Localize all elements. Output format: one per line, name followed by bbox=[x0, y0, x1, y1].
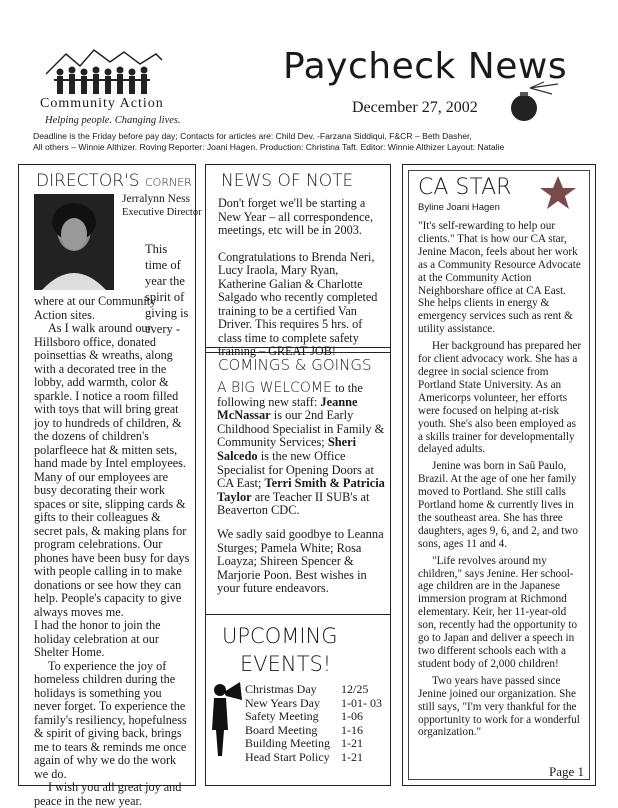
ca-star-heading: CA STAR bbox=[418, 175, 512, 200]
event-date: 1-01- 03 bbox=[341, 695, 382, 710]
event-name: Safety Meeting bbox=[245, 709, 319, 723]
director-body: where at our Community Action sites. As I walk around our Hillsboro office, donated poinsettias & wreaths, along with a decorated tree in the lobby, add warmth, color & sparkle. I notice a room filled with toys that will bring great joy to hundreds of children, & the dozens of children's polarfleece hat & mitten sets, hand made by Intel employees. Many of our employees are busy decorating their work spaces or site, slipping cards & gifts to their colleagues & secret pals, & making plans for program celebrations. Our phones have been busy for days with people calling in to make donations or see how they can help. People's capacity to give always moves me. I had the honor to join the holiday celebration at our Shelter Home. To experience the joy of homeless children during the holidays is something you never forget. To experience the family's resiliency, hopefulness & spirit of giving back, brings me to tears & reminds me once again of why we do the work we do. I wish you all great joy and peace in the new year. bbox=[34, 294, 190, 808]
event-row bbox=[245, 683, 382, 697]
issue-date: December 27, 2002 bbox=[352, 99, 478, 116]
community-action-logo bbox=[44, 44, 164, 100]
comings-body: A BIG WELCOME to the following new staff: Jeanne McNassar is our 2nd Early Childhood Specialist in Family & Community Services; Sheri Salcedo is the new Office Specialist for Opening Doors at CA East; Terri Smith & Patricia Taylor are Teacher II SUB's at Beaverton CDC. We sadly said goodbye to Leanna Sturges; Pamela White; Rosa Loayza; Shireen Spencer & Marjorie Poon. Best wishes in your future endeavors. bbox=[217, 380, 385, 596]
directors-corner-heading: DIRECTOR'S CORNER bbox=[36, 171, 192, 191]
event-row bbox=[245, 697, 382, 711]
news-body: Don't forget we'll be starting a New Year – all correspondence, meetings, etc will be in 2003. Congratulations to Brenda Neri, Lucy Iraola, Mary Ryan, Katherine Galian & Charlotte Salgado who recently completed training to be a certified Van Driver. This requires 5 hrs. of class time to complete safety training – GREAT JOB! bbox=[218, 196, 378, 358]
newsletter-title: Paycheck News bbox=[283, 46, 568, 87]
event-name: New Years Day bbox=[245, 695, 320, 710]
event-name: Board Meeting bbox=[245, 722, 318, 737]
ca-star-byline: Byline Joani Hagen bbox=[418, 202, 500, 213]
logo-org-name: Community Action bbox=[40, 96, 164, 111]
event-name: Head Start Policy bbox=[245, 749, 330, 764]
event-date: 1-06 bbox=[341, 709, 363, 723]
event-row bbox=[245, 737, 382, 751]
events-list bbox=[245, 683, 382, 764]
director-photo bbox=[34, 194, 114, 290]
director-intro: This time of year the spirit of giving is every - bbox=[145, 242, 189, 336]
event-date: 1-16 bbox=[341, 722, 363, 737]
event-name: Building Meeting bbox=[245, 736, 330, 750]
event-date: 1-21 bbox=[341, 749, 363, 764]
event-date: 1-21 bbox=[341, 736, 363, 750]
comings-goings-heading: COMINGS & GOINGS bbox=[218, 356, 372, 374]
event-name: Christmas Day bbox=[245, 682, 317, 696]
director-byline: Jerralynn Ness Executive Director bbox=[122, 193, 202, 218]
event-date: 12/25 bbox=[341, 682, 369, 696]
megaphone-person-icon bbox=[208, 680, 244, 760]
page-number: Page 1 bbox=[548, 764, 584, 779]
news-of-note-heading: NEWS OF NOTE bbox=[221, 171, 354, 191]
deadline-contacts: Deadline is the Friday before pay day; Contacts for articles are: Child Dev. -Farzana Siddiqui, F&CR – Beth Dasher, All others – Winnie Althizer. Roving Reporter: Joani Hagen. Production: Christina Taft. Editor: Winnie Althizer Layout: Natalie bbox=[33, 131, 505, 152]
star-icon bbox=[538, 174, 578, 212]
event-row bbox=[245, 751, 382, 765]
event-row bbox=[245, 724, 382, 738]
logo-tagline: Helping people. Changing lives. bbox=[45, 115, 181, 126]
events-heading-line2: EVENTS! bbox=[240, 652, 332, 676]
events-heading-line1: UPCOMING bbox=[222, 624, 338, 648]
ca-star-body: "It's self-rewarding to help our clients." That is how our CA star, Jenine Macon, feels about her work as a Community Resource Advocate at the Community Action Neighborshare office at CA East. She helps clients in energy & emergency services such as rent & utility assistance. Her background has prepared her for client advocacy work. She has a degree in social science from Portland State University. As an Americorps volunteer, her efforts were focused on helping at-risk youth. She's also been employed as a skills trainer for developmentally delayed adults. Jenine was born in Saû Paulo, Brazil. At the age of one her family moved to Portland. She still calls Portland home & currently lives in the southeast area. She has three daughters, ages 9, 6, and 2, and two sons, ages 11 and 4. "Life revolves around my children," says Jenine. Her school-age children are in the Japanese immersion program at Richmond elementary. Keir, her 11-year-old son, recently had the opportunity to go to Japan and deliver a speech in two different schools each with a student body of 2,000 children! Two years have passed since Jenine joined our organization. She still says, "I'm very thankful for the opportunity to work for a wonderful organization." bbox=[418, 220, 582, 739]
event-row bbox=[245, 710, 382, 724]
ornament-icon bbox=[500, 80, 560, 126]
